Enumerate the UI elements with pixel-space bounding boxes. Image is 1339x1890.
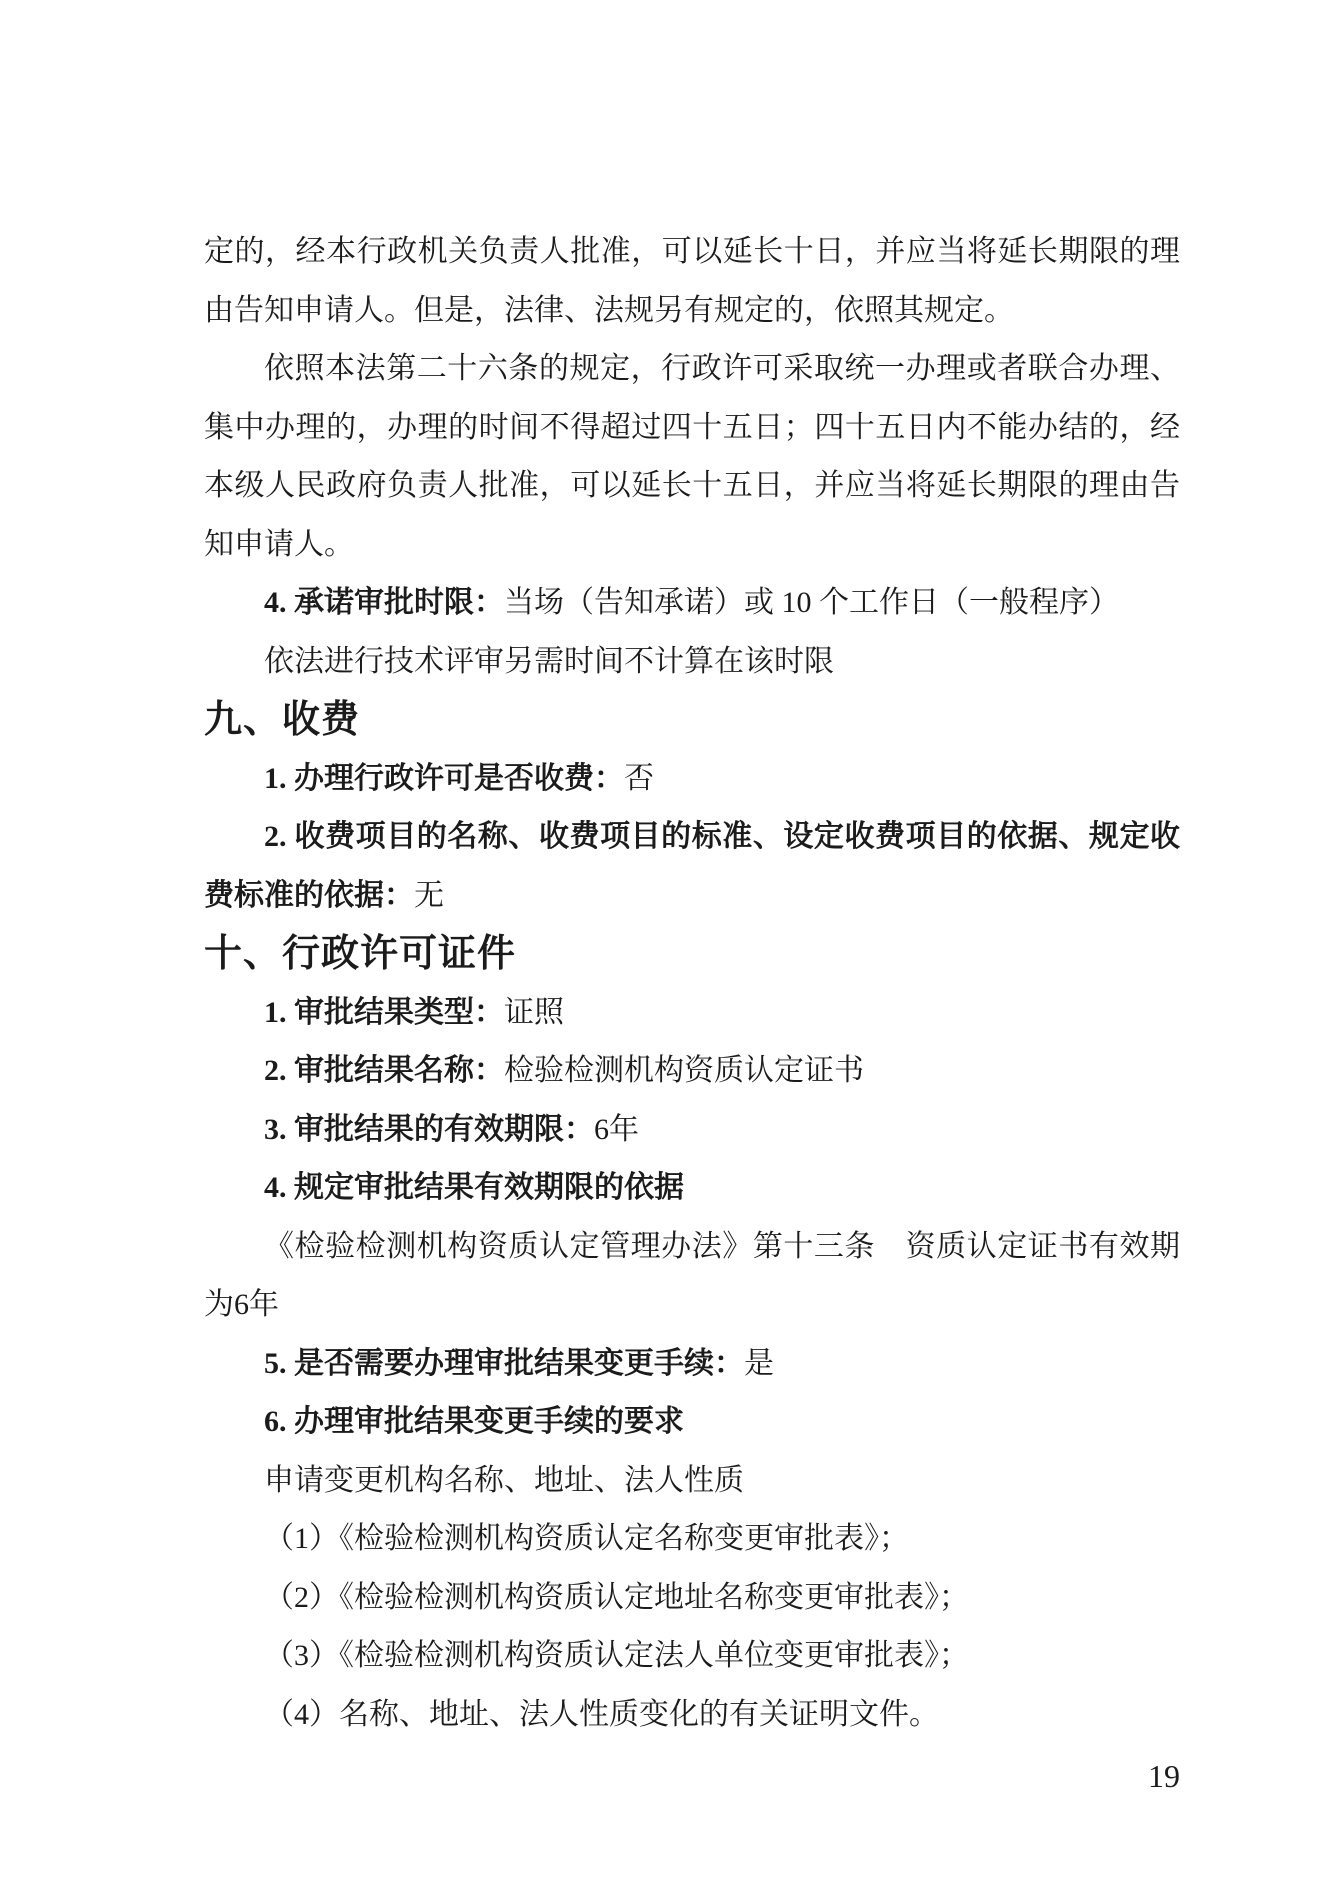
text-segment: 费标准的依据： — [204, 878, 414, 912]
text-line — [204, 340, 1180, 399]
text-segment: 5. 是否需要办理审批结果变更手续： — [264, 1346, 744, 1380]
text-segment: 6. 办理审批结果变更手续的要求 — [264, 1405, 684, 1438]
text-line — [204, 282, 1180, 341]
text-line — [204, 1335, 1180, 1394]
text-line — [204, 1686, 1180, 1745]
text-segment: 申请变更机构名称、地址、法人性质 — [264, 1463, 744, 1497]
text-segment: 十、行政许可证件 — [204, 933, 517, 975]
text-segment: 知申请人。 — [204, 527, 354, 561]
text-segment: （2）《检验检测机构资质认定地址名称变更审批表》； — [264, 1580, 969, 1614]
text-line — [204, 457, 1180, 516]
text-segment: 依法进行技术评审另需时间不计算在该时限 — [264, 644, 834, 678]
text-segment: （1）《检验检测机构资质认定名称变更审批表》； — [264, 1522, 909, 1555]
text-line — [204, 1627, 1180, 1686]
text-segment: 否 — [624, 761, 654, 795]
text-line — [204, 1101, 1180, 1160]
text-segment: 九、收费 — [204, 699, 361, 741]
text-line — [204, 1510, 1180, 1569]
text-segment: 定的，经本行政机关负责人批准，可以延长十日，并应当将延长期限的理 — [204, 235, 1180, 268]
text-segment: 4. 承诺审批时限： — [264, 586, 504, 619]
text-line — [204, 574, 1180, 633]
text-segment: 由告知申请人。但是，法律、法规另有规定的，依照其规定。 — [204, 293, 1014, 327]
text-line — [204, 223, 1180, 282]
text-line — [204, 984, 1180, 1043]
text-line — [204, 808, 1180, 867]
text-segment: 无 — [414, 878, 444, 912]
text-segment: 6年 — [594, 1112, 639, 1146]
text-segment: 2. 审批结果名称： — [264, 1054, 504, 1087]
section-heading-line — [204, 691, 1180, 750]
text-line — [204, 1218, 1180, 1277]
text-segment: 为6年 — [204, 1288, 279, 1321]
text-segment: 1. 审批结果类型： — [264, 995, 504, 1029]
text-segment: （3）《检验检测机构资质认定法人单位变更审批表》； — [264, 1639, 969, 1672]
text-line — [204, 1042, 1180, 1101]
text-line — [204, 1393, 1180, 1452]
text-line — [204, 1159, 1180, 1218]
text-block — [204, 223, 1180, 1744]
text-line — [204, 633, 1180, 692]
text-segment: 证照 — [504, 995, 564, 1029]
text-segment: 1. 办理行政许可是否收费： — [264, 761, 624, 795]
text-line — [204, 1452, 1180, 1511]
text-line — [204, 1276, 1180, 1335]
text-line — [204, 399, 1180, 458]
text-segment: 检验检测机构资质认定证书 — [504, 1054, 864, 1087]
text-line — [204, 516, 1180, 575]
text-segment: （4）名称、地址、法人性质变化的有关证明文件。 — [264, 1697, 939, 1731]
text-segment: 本级人民政府负责人批准，可以延长十五日，并应当将延长期限的理由告 — [204, 469, 1180, 502]
text-segment: 3. 审批结果的有效期限： — [264, 1112, 594, 1146]
section-heading-line — [204, 925, 1180, 984]
text-line — [204, 1569, 1180, 1628]
text-segment: 是 — [744, 1346, 774, 1380]
text-segment: 4. 规定审批结果有效期限的依据 — [264, 1171, 684, 1204]
text-segment: 集中办理的，办理的时间不得超过四十五日；四十五日内不能办结的，经 — [204, 410, 1180, 444]
text-segment: 当场（告知承诺）或 10 个工作日（一般程序） — [504, 586, 1119, 619]
text-line — [204, 867, 1180, 926]
text-segment: 《检验检测机构资质认定管理办法》第十三条 资质认定证书有效期 — [264, 1229, 1180, 1263]
page-number: 19 — [1148, 1758, 1180, 1794]
text-segment: 依照本法第二十六条的规定，行政许可采取统一办理或者联合办理、 — [264, 352, 1180, 385]
text-segment: 2. 收费项目的名称、收费项目的标准、设定收费项目的依据、规定收 — [264, 820, 1180, 853]
text-line — [204, 750, 1180, 809]
